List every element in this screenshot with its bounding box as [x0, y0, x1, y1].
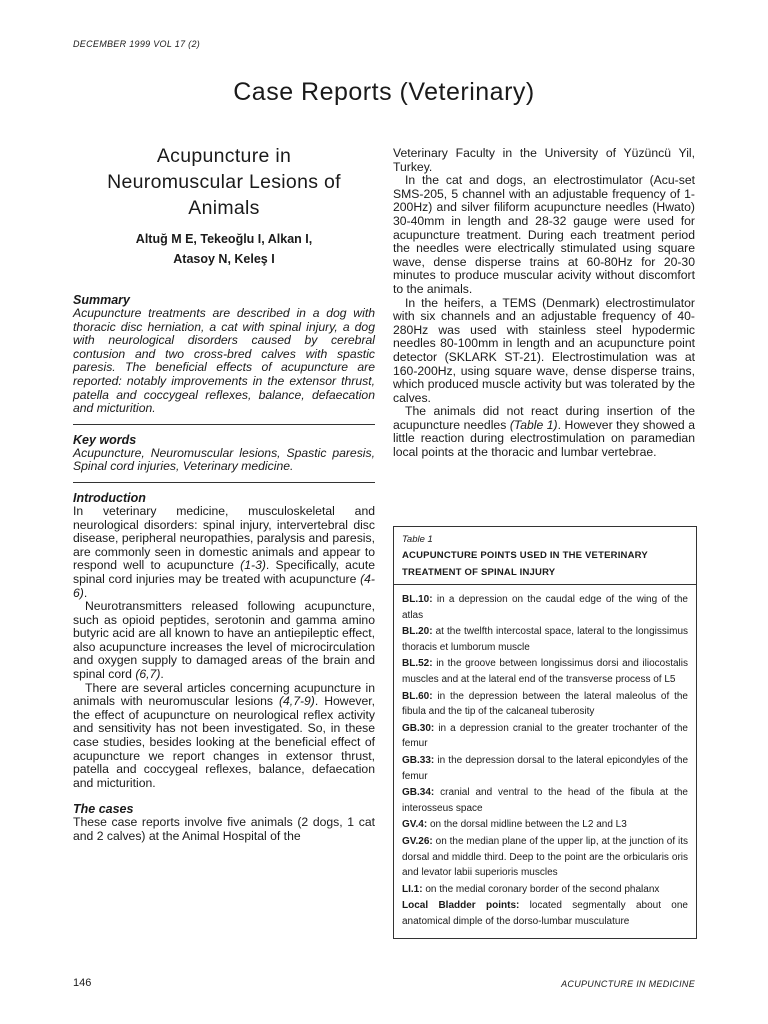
section-title: Case Reports (Veterinary) — [233, 78, 535, 106]
right-column — [393, 147, 695, 460]
intro-paragraph-3: There are several articles concerning acupuncture in animals with neuromuscular lesions (4,7-9). However, the effect of acupuncture on neurological reflex activity and sensitivity has not been investigated. So, in these case studies, besides looking at the beneficial effect of acupuncture we report changes in extensor thrust, patella and coccygeal reflexes, balance, defaecation and micturition. — [73, 680, 375, 790]
authors-line: Atasoy N, Keleş I — [173, 252, 275, 266]
divider — [73, 482, 375, 483]
keywords-heading: Key words — [73, 432, 137, 447]
table-entry: BL.52: in the groove between longissimus dorsi and iliocostalis muscles and at the lateral end of the transverse process of L5 — [402, 658, 688, 685]
table-1 — [393, 526, 697, 939]
table-entry: GV.4: on the dorsal midline between the L2 and L3 — [402, 819, 627, 831]
body-paragraph: The animals did not react during insertion of the acupuncture needles (Table 1). However they showed a little reaction during electrostimulation on paramedian local points at the thoracic and lumbar vertebrae. — [393, 404, 696, 460]
table-label: Table 1 — [402, 534, 433, 545]
article-title-line: Neuromuscular Lesions of — [107, 171, 341, 193]
page-number: 146 — [73, 977, 92, 989]
table-entry: GB.34: cranial and ventral to the head of the fibula at the interosseus space — [402, 787, 688, 814]
summary-text: Acupuncture treatments are described in a dog with thoracic disc herniation, a cat with spinal injury, a dog with neurological disorders caused by cerebral contusion and two cross-bred calves with spastic paresis. The beneficial effects of acupuncture are reported: notably improvements in the extensor thrust, patella and coccygeal reflexes, balance, defaecation and micturition. — [73, 306, 375, 416]
citation: (1-3) — [240, 558, 266, 573]
table-reference: (Table 1) — [509, 417, 558, 432]
article-title-line: Acupuncture in — [156, 145, 292, 167]
citation: (6,7) — [135, 667, 161, 682]
journal-name-footer: ACUPUNCTURE IN MEDICINE — [561, 979, 695, 989]
table-entry: BL.10: in a depression on the caudal edge of the wing of the atlas — [402, 594, 688, 621]
authors-line: Altuğ M E, Tekeoğlu I, Alkan I, — [135, 232, 313, 246]
table-entry: Local Bladder points: located segmentally about one anatomical dimple of the dorso-lumbar musculature — [402, 900, 688, 927]
left-column — [73, 143, 375, 844]
intro-paragraph-1: In veterinary medicine, musculoskeletal and neurological disorders: spinal injury, intervertebral disc disease, peripheral neuropathies, paralysis and paresis, are commonly seen in domestic animals and appear to respond well to acupuncture (1-3). Specifically, acute spinal cord injuries may be treated with acupuncture (4-6). — [73, 503, 375, 600]
table-entry: BL.60: in the depression between the lateral maleolus of the fibula and the tip of the calcaneal tuberosity — [402, 690, 688, 718]
table-entry: GV.26: on the median plane of the upper lip, at the junction of its dorsal and middle third. Deep to the point are the orbicularis oris and levator labii superioris muscles — [402, 835, 688, 879]
citation: (4,7-9) — [278, 694, 315, 709]
table-title: ACUPUNCTURE POINTS USED IN THE VETERINARY TREATMENT OF SPINAL INJURY — [402, 550, 648, 578]
journal-issue-header: DECEMBER 1999 VOL 17 (2) — [73, 39, 201, 49]
divider — [73, 424, 375, 425]
cases-heading: The cases — [73, 802, 134, 817]
citation: (4-6) — [73, 571, 375, 600]
body-paragraph: In the cat and dogs, an electrostimulator (Acu-set SMS-205, 5 channel with an adjustable frequency of 1-200Hz) and silver filiform acupuncture needles (Hwato) 30-40mm in length and 28-32 gauge were used for acupuncture treatment. During each treatment period the needles were electrically stimulated using square wave, dense disperse trains at 60-80Hz for 20-30 minutes to produce muscular acivity without discomfort to the animals. — [393, 173, 695, 296]
table-entry: GB.30: in a depression cranial to the greater trochanter of the femur — [402, 722, 688, 750]
cases-paragraph-1: These case reports involve five animals (2 dogs, 1 cat and 2 calves) at the Animal Hospital of the — [73, 815, 375, 843]
authors — [73, 229, 375, 269]
body-paragraph: Veterinary Faculty in the University of Yüzüncü Yil, Turkey. — [393, 146, 695, 174]
article-title — [73, 143, 375, 221]
article-title-line: Animals — [188, 197, 260, 219]
body-paragraph: In the heifers, a TEMS (Denmark) electrostimulator with six channels and an adjustable frequency of 40-280Hz was used with stainless steel hypodermic needles 80-100mm in length and an acupuncture point detector (SKLARK ST-21). Electrostimulation was at 160-200Hz, using square wave, dense disperse trains, which produced muscle activity but was tolerated by the calves. — [393, 295, 695, 405]
table-entry: GB.33: in the depression dorsal to the lateral epicondyles of the femur — [402, 754, 688, 782]
table-divider — [394, 584, 696, 585]
table-entries — [402, 592, 688, 929]
introduction-heading: Introduction — [73, 490, 146, 505]
summary-heading: Summary — [73, 293, 130, 307]
keywords-text: Acupuncture, Neuromuscular lesions, Spastic paresis, Spinal cord injuries, Veterinary medicine. — [73, 445, 375, 474]
table-entry: BL.20: at the twelfth intercostal space, lateral to the longissimus thoracis et lumborum muscle — [402, 626, 688, 653]
intro-paragraph-2: Neurotransmitters released following acupuncture, such as opioid peptides, serotonin and gamma amino butyric acid are all known to have an antiepileptic effect, also acupuncture increases the level of microcirculation and oxygen supply to damaged areas of the brain and spinal cord (6,7). — [73, 599, 375, 682]
table-entry: LI.1: on the medial coronary border of the second phalanx — [402, 883, 660, 895]
